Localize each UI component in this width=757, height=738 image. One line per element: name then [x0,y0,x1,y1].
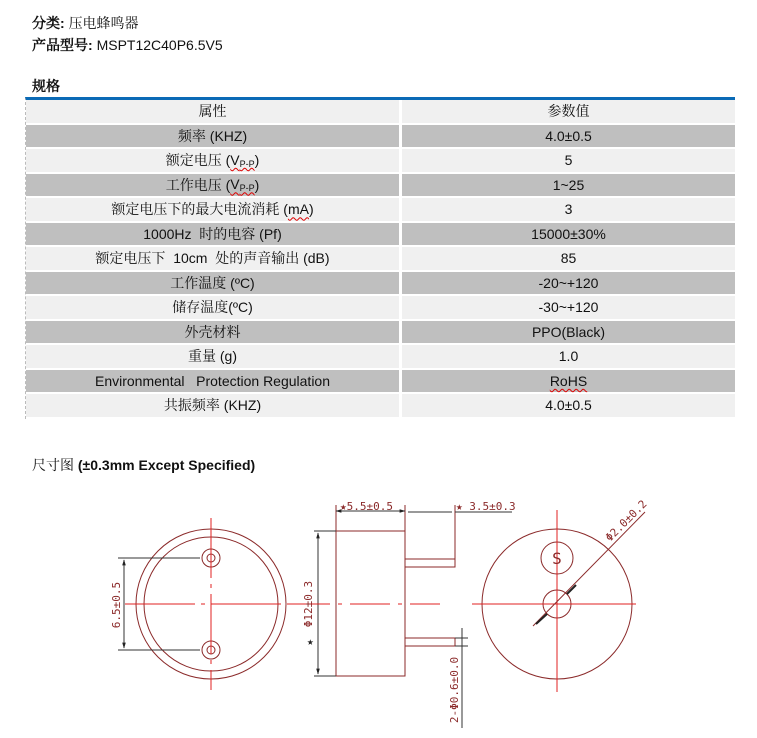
height-label: ★5.5±0.5 [340,500,393,513]
value-cell: 5 [402,149,735,172]
voltage-symbol: V [230,176,240,193]
attribute-cell [26,198,399,221]
attribute-text-end: ) [308,201,314,218]
pin-diameter-label: 2-Φ0.6±0.0 [448,656,461,724]
diameter-star-icon: ★ [307,635,314,648]
value-cell: 4.0±0.5 [402,394,735,417]
attribute-cell [26,174,399,197]
attribute-cell: 频率 (KHZ) [26,125,399,148]
polarity-mark: S [552,549,562,568]
pin-length-label: ★ 3.5±0.3 [456,500,516,513]
attribute-cell: 储存温度(ºC) [26,296,399,319]
voltage-subscript: P-P [239,183,255,194]
table-row [26,296,735,319]
category-label: 分类: [32,15,65,31]
value-cell [402,370,735,393]
attribute-cell: 共振频率 (KHZ) [26,394,399,417]
top-view [472,510,645,692]
rohs-value: RoHS [549,372,588,389]
attribute-cell: 重量 (g) [26,345,399,368]
side-view [290,505,512,728]
attribute-text: 工作电压 ( [165,176,231,193]
value-cell: -30~+120 [402,296,735,319]
table-row [26,345,735,368]
value-cell: 3 [402,198,735,221]
pin-spacing-label: 6.5±0.5 [110,581,123,629]
attribute-cell: 额定电压下 10cm 处的声音输出 (dB) [26,247,399,270]
category-line [32,14,139,32]
attribute-cell [26,149,399,172]
category-value: 压电蜂鸣器 [68,15,139,31]
voltage-unit [230,152,254,169]
voltage-symbol: V [230,151,240,168]
model-line [32,36,223,54]
value-cell: 4.0±0.5 [402,125,735,148]
table-row [26,370,735,393]
dimension-drawing [0,480,757,738]
value-cell: 15000±30% [402,223,735,246]
value-cell: 1~25 [402,174,735,197]
spec-section-title: 规格 [32,78,60,94]
table-row [26,394,735,417]
table-row [26,272,735,295]
attribute-text: 额定电压 ( [165,152,231,169]
attribute-text: 额定电压下的最大电流消耗 ( [111,201,288,218]
spec-table [25,97,735,419]
table-row [26,149,735,172]
attribute-text-end: ) [254,152,260,169]
value-cell: PPO(Black) [402,321,735,344]
model-value: MSPT12C40P6.5V5 [96,37,223,53]
column-header-value: 参数值 [402,100,735,123]
attribute-cell: Environmental Protection Regulation [26,370,399,393]
voltage-subscript: P-P [239,158,255,169]
table-header-row [26,100,735,123]
table-row [26,247,735,270]
attribute-cell: 外壳材料 [26,321,399,344]
value-cell: -20~+120 [402,272,735,295]
model-label: 产品型号: [32,37,93,53]
bottom-view [118,518,295,690]
value-cell: 85 [402,247,735,270]
voltage-unit [230,176,254,193]
attribute-cell: 工作温度 (ºC) [26,272,399,295]
table-row [26,198,735,221]
table-row [26,223,735,246]
table-row [26,174,735,197]
dimension-title-cn: 尺寸图 [32,457,74,473]
current-unit: mA [287,201,309,218]
table-row [26,125,735,148]
hole-diameter-label: Φ2.0±0.2 [602,497,650,545]
dimension-section-title [32,455,255,475]
value-cell: 1.0 [402,345,735,368]
attribute-cell: 1000Hz 时的电容 (Pf) [26,223,399,246]
diameter-label: Φ12±0.3 [302,580,315,628]
column-header-attribute: 属性 [26,100,399,123]
attribute-text-end: ) [254,176,260,193]
dimension-title-en: (±0.3mm Except Specified) [74,457,256,473]
table-row [26,321,735,344]
